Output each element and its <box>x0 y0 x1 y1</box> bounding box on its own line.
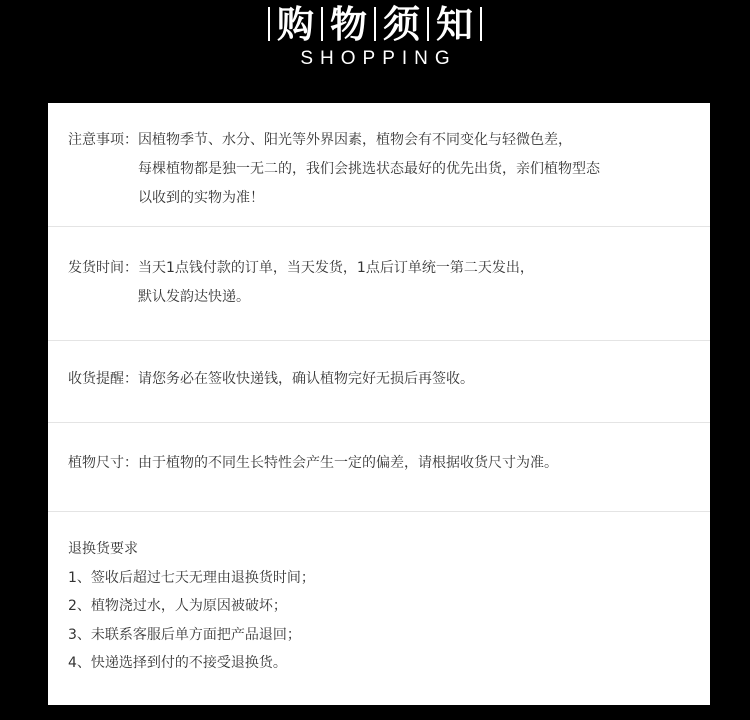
note-line: 请您务必在签收快递钱，确认植物完好无损后再签收。 <box>138 371 474 387</box>
returns-item: 2、植物浇过水，人为原因被破坏； <box>68 598 287 614</box>
note-label: 注意事项： <box>68 132 138 148</box>
note-label: 收货提醒： <box>68 371 138 387</box>
returns-title: 退换货要求 <box>68 541 138 557</box>
notes-panel <box>48 103 710 705</box>
note-line: 当天1点钱付款的订单，当天发货，1点后订单统一第二天发出， <box>138 260 534 276</box>
section-divider <box>48 340 710 341</box>
note-section-shipping-time <box>68 254 690 312</box>
title-divider <box>268 7 270 41</box>
page-subtitle: SHOPPING <box>300 48 457 69</box>
note-line: 由于植物的不同生长特性会产生一定的偏差，请根据收货尺寸为准。 <box>138 455 558 471</box>
note-section-attention <box>68 126 690 213</box>
section-divider <box>48 226 710 227</box>
note-section-plant-size <box>68 449 690 478</box>
title-char: 须 <box>383 2 420 46</box>
returns-item: 4、快递选择到付的不接受退换货。 <box>68 655 287 671</box>
title-char: 购 <box>277 2 314 46</box>
header <box>0 0 750 100</box>
returns-item: 1、签收后超过七天无理由退换货时间； <box>68 569 315 586</box>
note-content <box>138 254 690 312</box>
note-label: 植物尺寸： <box>68 455 138 471</box>
note-line: 每棵植物都是独一无二的，我们会挑选状态最好的优先出货，亲们植物型态 <box>138 161 600 177</box>
title-char: 知 <box>436 2 473 46</box>
title-divider <box>321 7 323 41</box>
note-line: 以收到的实物为准！ <box>138 190 264 206</box>
note-label: 发货时间： <box>68 260 138 276</box>
note-content <box>138 365 690 394</box>
note-line: 默认发韵达快递。 <box>138 289 250 305</box>
note-content <box>138 126 690 213</box>
note-line: 因植物季节、水分、阳光等外界因素，植物会有不同变化与轻微色差， <box>138 132 572 148</box>
title-divider <box>480 7 482 41</box>
returns-item: 3、未联系客服后单方面把产品退回； <box>68 626 301 643</box>
note-section-receipt-reminder <box>68 365 690 394</box>
title-divider <box>374 7 376 41</box>
section-divider <box>48 422 710 423</box>
page-title <box>0 2 750 46</box>
title-char: 物 <box>330 2 367 46</box>
note-content <box>138 449 690 478</box>
section-divider <box>48 511 710 512</box>
title-divider <box>427 7 429 41</box>
returns-section <box>68 535 315 678</box>
